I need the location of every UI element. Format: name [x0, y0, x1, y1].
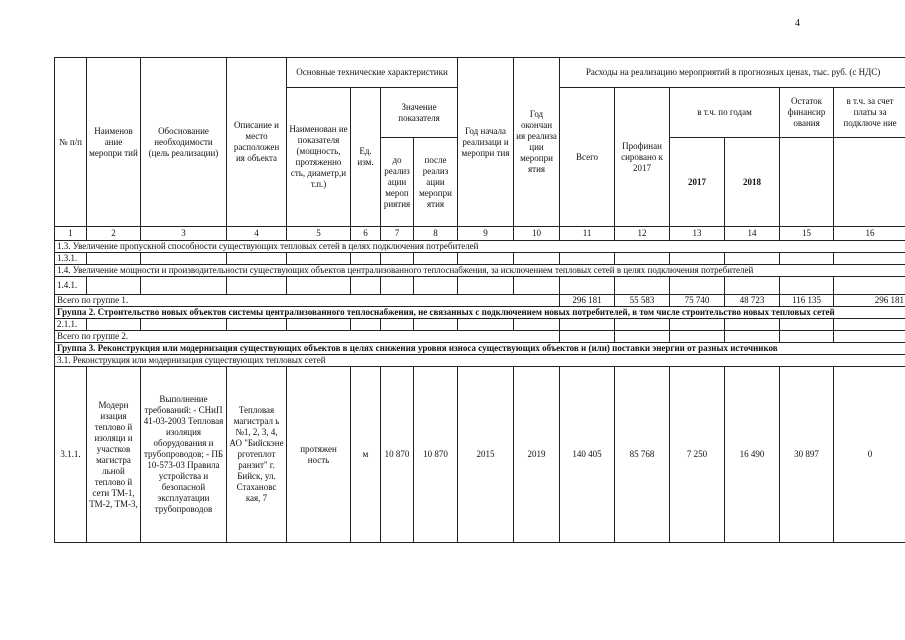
table-row	[55, 319, 905, 331]
total-group-1-fee: 296 181	[834, 295, 905, 307]
section-1-4-title: 1.4. Увеличение мощности и производительности существующих объектов централизованного теплоснабжения, за исключением тепловых сетей в целях подключения потребителей	[55, 265, 905, 277]
col-num: 8	[414, 227, 458, 241]
item-3-1-1-fee: 0	[834, 367, 905, 543]
header-tech-unit: Ед. изм.	[351, 88, 381, 227]
column-numbers-row	[55, 227, 905, 241]
item-3-1-1-name: Модерн изация теплово й изоляци и участков магистра льной теплово й сети ТМ-1, ТМ-2, ТМ-3,	[87, 367, 141, 543]
col-num: 14	[725, 227, 780, 241]
col-num: 12	[615, 227, 670, 241]
header-cost-total: Всего	[560, 88, 615, 227]
total-group-1-2018: 48 723	[725, 295, 780, 307]
group-2-title: Группа 2. Строительство новых объектов системы централизованного теплоснабжения, не связанных с подключением новых потребителей, в том числе строительство новых тепловых сетей	[55, 307, 905, 319]
item-3-1-1-justification: Выполнение требований: - СНиП 41-03-2003 Тепловая изоляция оборудования и трубопроводов; - ПБ 10-573-03 Правила устройства и безопасной эксплуатации трубопроводов	[141, 367, 227, 543]
header-year-2017: 2017	[670, 138, 725, 227]
section-row	[55, 241, 905, 253]
header-justification: Обоснование необходимости (цель реализации)	[141, 58, 227, 227]
total-group-2-label: Всего по группе 2.	[55, 331, 560, 343]
header-name: Наименов ание меропри тий	[87, 58, 141, 227]
col-num: 5	[287, 227, 351, 241]
table-row	[55, 253, 905, 265]
investment-program-table	[54, 57, 905, 543]
header-years-group: в т.ч. по годам	[670, 88, 780, 138]
item-1-4-1: 1.4.1.	[55, 277, 87, 295]
item-3-1-1-2017: 7 250	[670, 367, 725, 543]
item-3-1-1-prof: 85 768	[615, 367, 670, 543]
header-value-group: Значение показателя	[381, 88, 458, 138]
total-group-1-prof: 55 583	[615, 295, 670, 307]
section-row	[55, 265, 905, 277]
header-tech-group: Основные технические характеристики	[287, 58, 458, 88]
col-num: 11	[560, 227, 615, 241]
total-group-1-total: 296 181	[560, 295, 615, 307]
header-value-after: после реализ ации меропри ятия	[414, 138, 458, 227]
item-3-1-1-description: Тепловая магистрал ь №1, 2, 3, 4, АО "Бийскэне рготеплот ранзит" г. Бийск, ул. Стахановс кая, 7	[227, 367, 287, 543]
total-group-1-rest: 116 135	[780, 295, 834, 307]
group-row	[55, 307, 905, 319]
header-year-2018: 2018	[725, 138, 780, 227]
total-group-1-row	[55, 295, 905, 307]
item-1-3-1: 1.3.1.	[55, 253, 87, 265]
item-3-1-1-before: 10 870	[381, 367, 414, 543]
group-row	[55, 343, 905, 355]
header-year-end: Год окончан ия реализа ции меропри ятия	[514, 58, 560, 227]
group-3-title: Группа 3. Реконструкция или модернизация существующих объектов в целях снижения уровня износа существующих объектов и (или) поставки энергии от разных источников	[55, 343, 905, 355]
header-cost-prof: Профинан сировано к 2017	[615, 88, 670, 227]
col-num: 10	[514, 227, 560, 241]
item-3-1-1-after: 10 870	[414, 367, 458, 543]
col-num: 13	[670, 227, 725, 241]
header-year-start: Год начала реализаци и меропри тия	[458, 58, 514, 227]
col-num: 2	[87, 227, 141, 241]
item-3-1-1-param: протяжен ность	[287, 367, 351, 543]
item-3-1-1-total: 140 405	[560, 367, 615, 543]
col-num: 4	[227, 227, 287, 241]
col-num: 16	[834, 227, 905, 241]
header-cost-rest: Остаток финансир ования	[780, 88, 834, 138]
col-num: 6	[351, 227, 381, 241]
item-3-1-1-year-end: 2019	[514, 367, 560, 543]
item-3-1-1-year-start: 2015	[458, 367, 514, 543]
section-row	[55, 355, 905, 367]
col-num: 9	[458, 227, 514, 241]
table-row	[55, 367, 905, 543]
section-1-3-title: 1.3. Увеличение пропускной способности существующих тепловых сетей в целях подключения потребителей	[55, 241, 905, 253]
table-row	[55, 277, 905, 295]
total-group-1-2017: 75 740	[670, 295, 725, 307]
col-num: 3	[141, 227, 227, 241]
header-tech-name: Наименован ие показателя (мощность, протяженно сть, диаметр,и т.п.)	[287, 88, 351, 227]
item-3-1-1-unit: м	[351, 367, 381, 543]
total-group-2-row	[55, 331, 905, 343]
header-no: № п/п	[55, 58, 87, 227]
col-num: 15	[780, 227, 834, 241]
header-cost-group: Расходы на реализацию мероприятий в прогнозных ценах, тыс. руб. (с НДС)	[560, 58, 905, 88]
item-3-1-1-no: 3.1.1.	[55, 367, 87, 543]
item-2-1-1: 2.1.1.	[55, 319, 87, 331]
col-num: 1	[55, 227, 87, 241]
header-description: Описание и место расположен ия объекта	[227, 58, 287, 227]
page-number: 4	[795, 18, 800, 29]
item-3-1-1-2018: 16 490	[725, 367, 780, 543]
header-cost-fee: в т.ч. за счет платы за подключе ние	[834, 88, 905, 138]
header-value-before: до реализ ации мероп риятия	[381, 138, 414, 227]
item-3-1-1-rest: 30 897	[780, 367, 834, 543]
section-3-1-title: 3.1. Реконструкция или модернизация существующих тепловых сетей	[55, 355, 905, 367]
total-group-1-label: Всего по группе 1.	[55, 295, 560, 307]
col-num: 7	[381, 227, 414, 241]
